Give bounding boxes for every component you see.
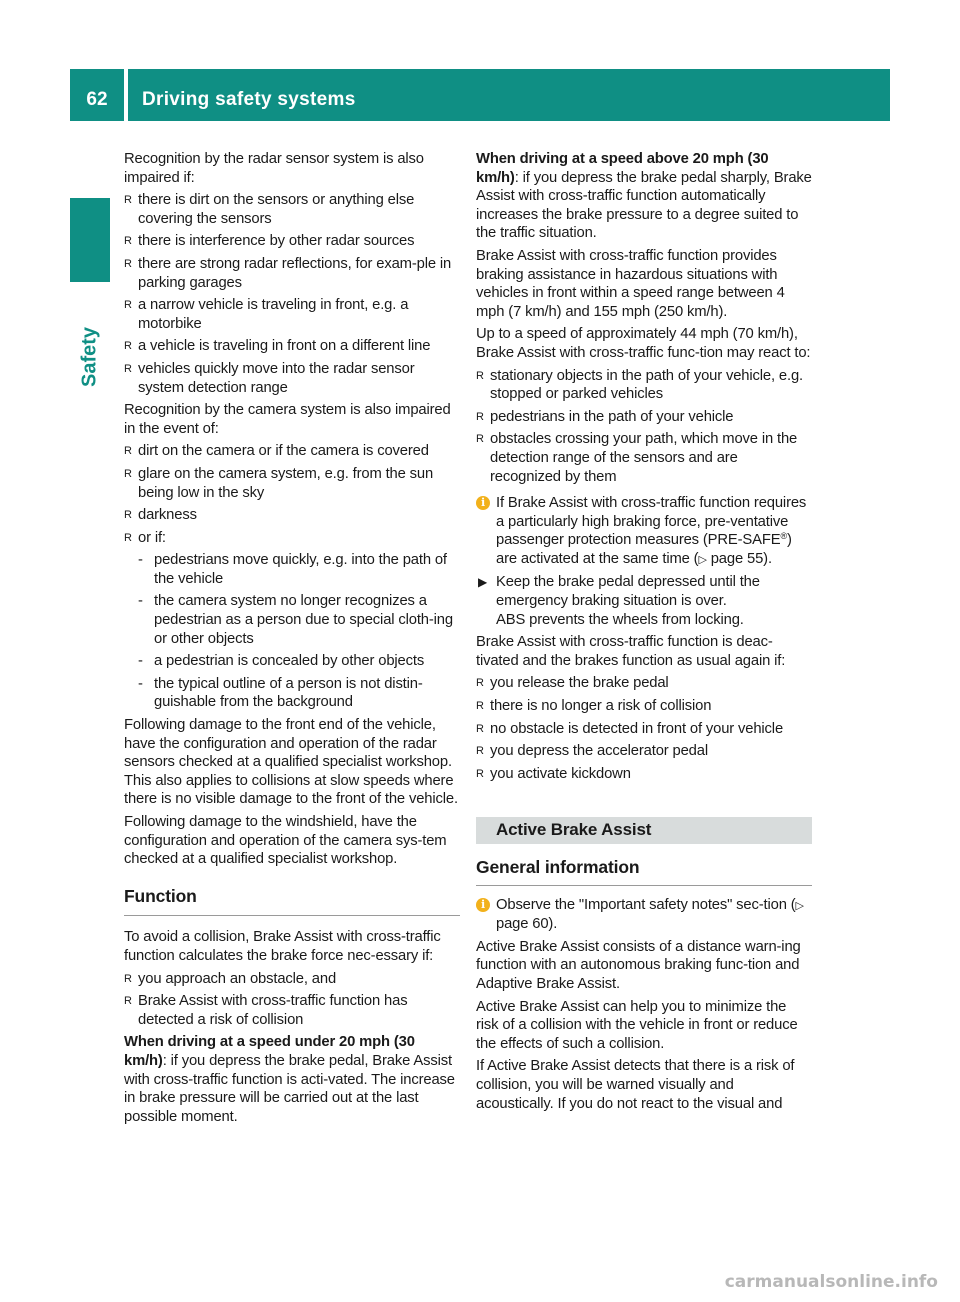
list-item: R you approach an obstacle, and — [124, 970, 337, 987]
section-band-active-brake-assist: Active Brake Assist — [476, 817, 812, 844]
list-item: R there is dirt on the sensors or anything else covering the sensors — [124, 192, 415, 227]
action-arrow-icon: ▶ — [478, 575, 488, 590]
page-reference-link[interactable]: page 55). — [706, 550, 772, 567]
paragraph: Up to a speed of approximately 44 mph (70 km/h), Brake Assist with cross-traffic func-tion may react to: — [476, 326, 811, 361]
list-item: R or if: — [124, 529, 166, 546]
list-item: R you release the brake pedal — [476, 675, 669, 692]
list-item: R you activate kickdown — [476, 765, 631, 782]
list-item: R there are strong radar reflections, for exam-ple in parking garages — [124, 255, 452, 291]
bullet-icon: R — [476, 410, 484, 423]
info-note: i Observe the "Important safety notes" sec-tion (▷ page 60). — [476, 896, 812, 934]
bullet-icon: R — [476, 677, 484, 690]
side-tab-label: Safety — [78, 326, 101, 388]
list-item: R dirt on the camera or if the camera is covered — [124, 443, 429, 460]
list-item: R a narrow vehicle is traveling in front, e.g. a motorbike — [124, 297, 409, 332]
page-ref-arrow-icon: ▷ — [698, 553, 707, 566]
dash-icon: - — [138, 552, 143, 569]
bullet-icon: R — [476, 433, 484, 446]
bullet-icon: R — [124, 362, 132, 375]
list-item: R Brake Assist with cross-traffic function has detected a risk of collision — [124, 993, 408, 1028]
paragraph: Active Brake Assist consists of a distance warn-ing function with an autonomous braking func-tion and Adaptive Brake Assist. — [476, 938, 801, 992]
watermark: carmanualsonline.info — [724, 1272, 938, 1292]
bullet-icon: R — [124, 995, 132, 1008]
bullet-icon: R — [124, 340, 132, 353]
paragraph: When driving at a speed under 20 mph (30 km/h): if you depress the brake pedal, Brake Assist with cross-traffic function is acti-vated. The increase in brake pressure will be carried out at the last possible moment. — [124, 1034, 455, 1125]
bullet-icon: R — [476, 700, 484, 713]
paragraph: Recognition by the camera system is also impaired in the event of: — [124, 402, 451, 437]
bullet-icon: R — [124, 257, 132, 270]
bullet-icon: R — [476, 745, 484, 758]
bullet-icon: R — [124, 235, 132, 248]
bullet-icon: R — [124, 972, 132, 985]
bullet-icon: R — [476, 767, 484, 780]
sub-list-item: - the typical outline of a person is not distin-guishable from the background — [138, 675, 423, 711]
info-icon: i — [476, 496, 490, 510]
list-item: R you depress the accelerator pedal — [476, 743, 708, 760]
bullet-icon: R — [476, 722, 484, 735]
paragraph: Recognition by the radar sensor system is also impaired if: — [124, 151, 424, 186]
sub-list-item: - a pedestrian is concealed by other objects — [138, 653, 425, 670]
paragraph: If Active Brake Assist detects that there is a risk of collision, you will be warned visually and acoustically. If you do not react to the visual and — [476, 1058, 795, 1112]
paragraph: Following damage to the windshield, have the configuration and operation of the camera sys-tem checked at a qualified specialist workshop. — [124, 814, 447, 868]
bullet-icon: R — [124, 445, 132, 458]
paragraph: Following damage to the front end of the vehicle, have the configuration and operation of the radar sensors checked at a qualified specialist workshop. This also applies to collisions at slow speeds where there is no visible damage to the front of the vehicle. — [124, 717, 458, 808]
page-reference-link[interactable]: page 60). — [496, 916, 558, 933]
dash-icon: - — [138, 593, 143, 610]
info-icon: i — [476, 898, 490, 912]
paragraph: Active Brake Assist can help you to minimize the risk of a collision with the vehicle in front or reduce the effects of such a collision. — [476, 998, 798, 1052]
list-item: R glare on the camera system, e.g. from the sun being low in the sky — [124, 465, 434, 501]
list-item: R there is interference by other radar sources — [124, 233, 415, 250]
section-heading-general-information: General information — [476, 858, 812, 886]
bullet-icon: R — [124, 194, 132, 207]
list-item: R obstacles crossing your path, which move in the detection range of the sensors and are recognized by them — [476, 431, 798, 485]
bullet-icon: R — [124, 531, 132, 544]
dash-icon: - — [138, 653, 143, 670]
bullet-icon: R — [124, 467, 132, 480]
list-item: R there is no longer a risk of collision — [476, 698, 712, 715]
page-number: 62 — [86, 89, 108, 110]
page-ref-arrow-icon: ▷ — [795, 899, 804, 912]
sub-list-item: - the camera system no longer recognizes a pedestrian as a person due to special cloth-ing or other objects — [138, 593, 453, 647]
dash-icon: - — [138, 675, 143, 692]
paragraph: To avoid a collision, Brake Assist with cross-traffic function calculates the brake force nec-essary if: — [124, 929, 441, 964]
paragraph: Brake Assist with cross-traffic function provides braking assistance in hazardous situations with vehicles in front within a speed range between 4 mph (7 km/h) and 155 mph (250 km/h). — [476, 247, 785, 320]
header-divider — [124, 69, 128, 121]
paragraph: When driving at a speed above 20 mph (30 km/h): if you depress the brake pedal sharply, Brake Assist with cross-traffic function automatically increases the brake pressure to a degree suited to the traffic situation. — [476, 151, 812, 242]
left-column — [124, 150, 460, 1130]
paragraph: Brake Assist with cross-traffic function is deac-tivated and the brakes function as usual again if: — [476, 634, 786, 669]
bullet-icon: R — [124, 299, 132, 312]
list-item: R no obstacle is detected in front of your vehicle — [476, 720, 784, 737]
header-title: Driving safety systems — [142, 89, 356, 110]
sub-list-item: - pedestrians move quickly, e.g. into the path of the vehicle — [138, 552, 447, 587]
info-note: i If Brake Assist with cross-traffic function requires a particularly high braking force, pre-ventative passenger protection measures (PRE-SAFE®) are activated at the same time (▷ page 55). — [476, 494, 812, 569]
bullet-icon: R — [124, 509, 132, 522]
list-item: R a vehicle is traveling in front on a different line — [124, 338, 431, 355]
side-tab-block — [70, 198, 110, 282]
section-heading-function: Function — [124, 887, 460, 917]
list-item: R stationary objects in the path of your vehicle, e.g. stopped or parked vehicles — [476, 367, 803, 403]
right-column — [476, 150, 812, 1117]
list-item: R pedestrians in the path of your vehicle — [476, 408, 734, 425]
bullet-icon: R — [476, 369, 484, 382]
action-step: ▶ Keep the brake pedal depressed until the emergency braking situation is over. ABS prevents the wheels from locking. — [478, 574, 760, 628]
list-item: R vehicles quickly move into the radar sensor system detection range — [124, 360, 415, 396]
list-item: R darkness — [124, 507, 197, 524]
